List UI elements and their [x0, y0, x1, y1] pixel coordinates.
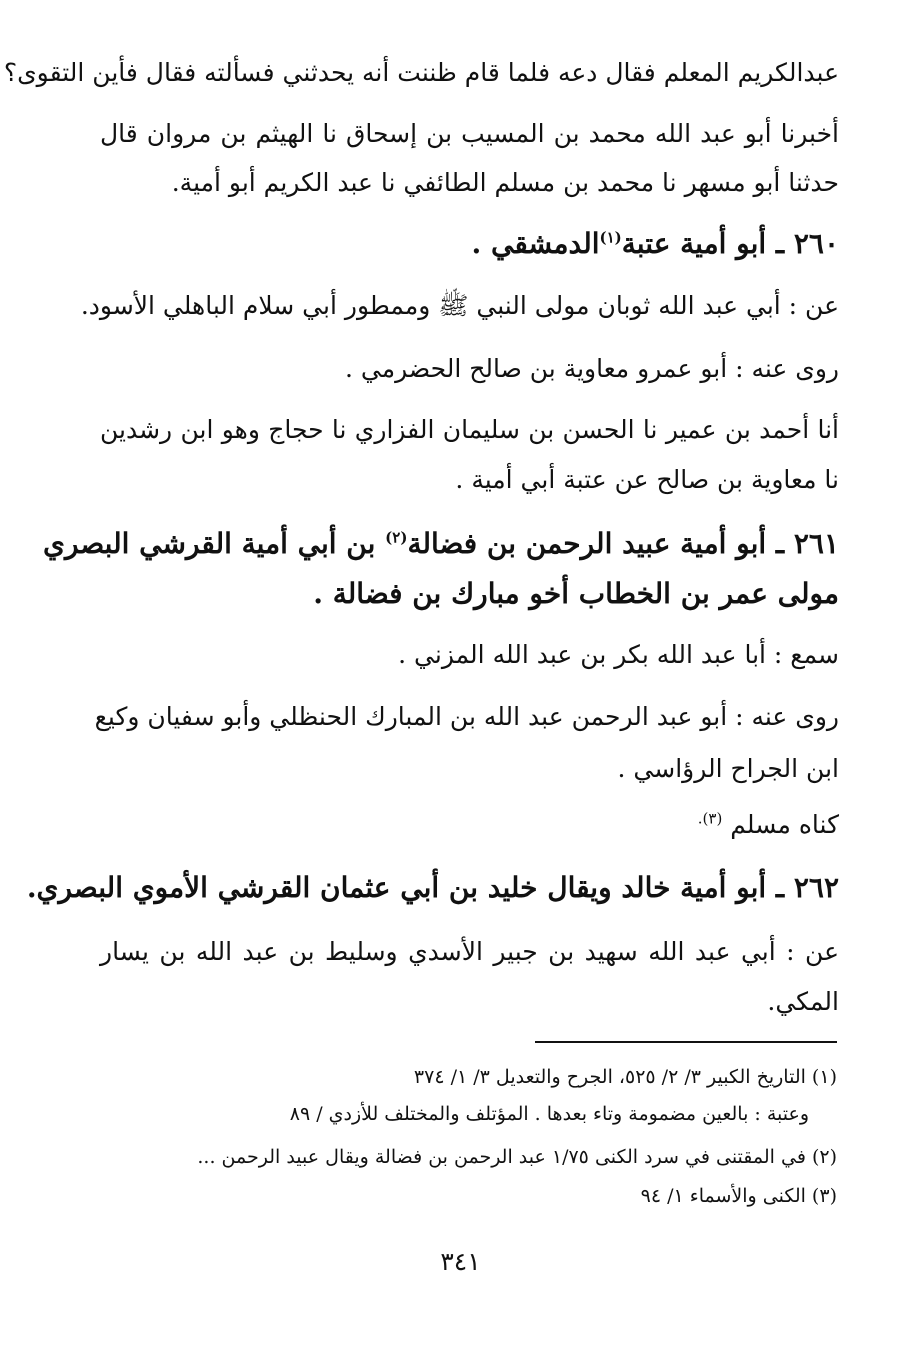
entry-heading-260-rest: الدمشقي . [471, 227, 600, 260]
entry-heading-262: ٢٦٢ ـ أبو أمية خالد ويقال خليد بن أبي عثمان القرشي الأموي البصري. [26, 871, 839, 904]
text-line-1: عبدالكريم المعلم فقال دعه فلما قام ظننت أنه يحدثني فسألته فقال فأين التقوى؟ [3, 58, 839, 87]
footnote-1: (١) التاريخ الكبير ٣/ ٢/ ٥٢٥، الجرح والتعديل ٣/ ١/ ٣٧٤ [413, 1066, 837, 1088]
text-line-7: نا معاوية بن صالح عن عتبة أبي أمية . [455, 465, 839, 494]
text-line-6: أنا أحمد بن عمير نا الحسن بن سليمان الفزاري نا حجاج وهو ابن رشدين [100, 415, 839, 444]
footnote-ref-1: (١) [599, 228, 622, 247]
text-line-2: أخبرنا أبو عبد الله محمد بن المسيب بن إسحاق نا الهيثم بن مروان قال [100, 119, 839, 148]
footnote-separator [535, 1041, 837, 1043]
text-line-9: روى عنه : أبو عبد الرحمن عبد الله بن المبارك الحنظلي وأبو سفيان وكيع [94, 702, 839, 731]
footnote-ref-3: (٣). [697, 809, 723, 828]
entry-heading-261-rest: بن أبي أمية القرشي البصري [43, 527, 386, 560]
text-line-5: روى عنه : أبو عمرو معاوية بن صالح الحضرمي . [344, 354, 839, 383]
entry-heading-260-title: ٢٦٠ ـ أبو أمية عتبة [621, 227, 839, 260]
entry-heading-261-line-2: مولى عمر بن الخطاب أخو مبارك بن فضالة . [313, 577, 839, 610]
entry-heading-260 [472, 227, 839, 261]
page-number: ٣٤١ [440, 1247, 481, 1276]
entry-heading-261 [43, 527, 839, 561]
footnote-3: (٣) الكنى والأسماء ١/ ٩٤ [640, 1185, 837, 1207]
footnote-2: (٢) في المقتنى في سرد الكنى ١/٧٥ عبد الرحمن بن فضالة ويقال عبيد الرحمن ... [197, 1146, 837, 1168]
text-line-13: المكي. [767, 987, 839, 1016]
text-line-4: عن : أبي عبد الله ثوبان مولى النبي ﷺ وممطور أبي سلام الباهلي الأسود. [80, 291, 839, 320]
text-line-12: عن : أبي عبد الله سهيد بن جبير الأسدي وسليط بن عبد الله بن يسار [100, 937, 839, 966]
footnote-1-continued: وعتبة : بالعين مضمومة وتاء بعدها . المؤتلف والمختلف للأزدي / ٨٩ [289, 1103, 809, 1125]
text-line-10: ابن الجراح الرؤاسي . [617, 754, 839, 783]
text-line-8: سمع : أبا عبد الله بكر بن عبد الله المزني . [398, 640, 839, 669]
footnote-ref-2: (٢) [385, 528, 408, 547]
text-line-3: حدثنا أبو مسهر نا محمد بن مسلم الطائفي نا عبد الكريم أبو أمية. [171, 168, 839, 197]
text-line-11 [698, 808, 839, 842]
entry-heading-261-title: ٢٦١ ـ أبو أمية عبيد الرحمن بن فضالة [407, 527, 839, 560]
text-line-11-text: كناه مسلم [722, 810, 839, 839]
